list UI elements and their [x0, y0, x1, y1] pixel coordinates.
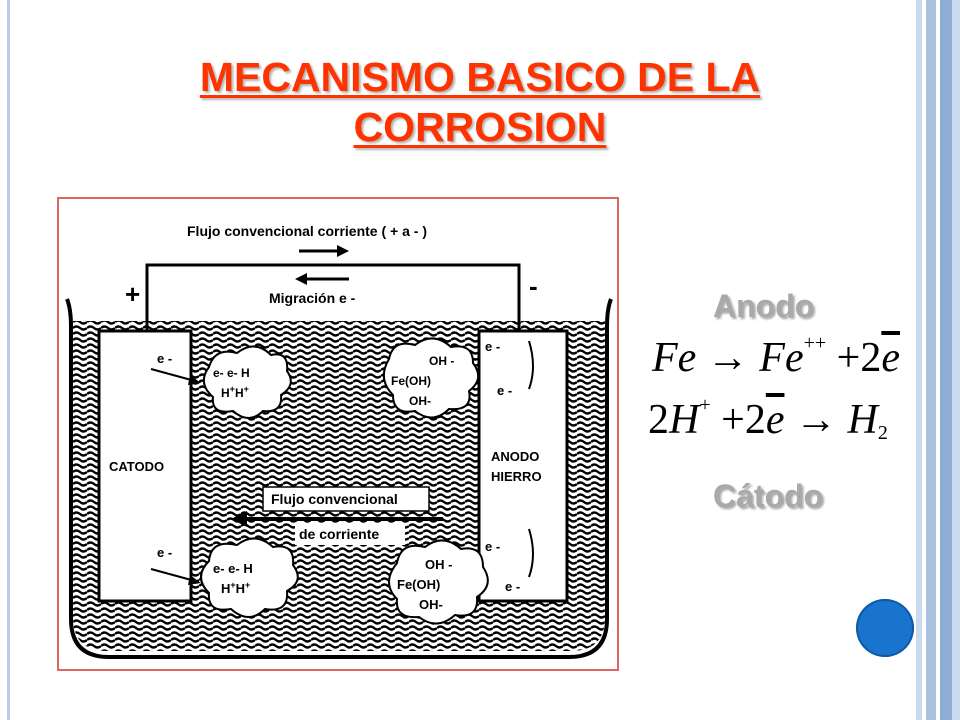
- cathode-cloud-bottom: [201, 538, 298, 617]
- electron-cathode-bottom: e -: [157, 545, 173, 560]
- cathode-cloud-top-text-1: e- e- H: [213, 366, 250, 380]
- cathode-cloud-top: [204, 346, 291, 418]
- eq2-h: H: [669, 397, 700, 443]
- cathode-label: CATODO: [109, 459, 165, 474]
- cathode-cloud-top-text-2: H+H+: [221, 384, 249, 400]
- anode-reaction-equation: [652, 332, 900, 382]
- slide-left-border: [0, 0, 10, 720]
- eq2-electron: $\overline{e}$: [765, 397, 785, 443]
- electron-anode-3: e -: [485, 539, 501, 554]
- electron-anode-2: e -: [497, 383, 513, 398]
- anode-heading: Anodo: [713, 288, 815, 324]
- electron-cathode-top: e -: [157, 351, 173, 366]
- cathode-cloud-bottom-text-1: e- e- H: [213, 561, 253, 576]
- anode-cloud-top-text-2: Fe(OH): [391, 374, 431, 388]
- cathode-reaction-equation: [648, 394, 888, 445]
- anode-cloud-top-text-3: OH-: [409, 394, 431, 408]
- eq2-subscript: 2: [877, 422, 888, 444]
- eq2-arrow: →: [794, 397, 837, 443]
- anode-electrode: [479, 331, 567, 601]
- eq1-plus: +: [836, 335, 861, 381]
- eq2-charge: +: [699, 394, 711, 416]
- eq2-plus: +: [721, 397, 745, 443]
- eq1-coef: 2: [860, 335, 882, 381]
- eq2-h2: H: [847, 397, 878, 443]
- electron-anode-1: e -: [485, 339, 501, 354]
- plus-sign: +: [125, 279, 141, 309]
- cathode-heading: Cátodo: [713, 478, 824, 514]
- eq1-arrow: →: [706, 335, 749, 381]
- eq1-fe-ion: Fe: [759, 335, 804, 381]
- eq1-charge: ++: [803, 332, 827, 354]
- electron-anode-4: e -: [505, 579, 521, 594]
- diagram-drawing: [59, 199, 619, 671]
- eq1-electron: $\overline{e}$: [881, 335, 900, 381]
- anode-label: ANODO: [491, 449, 540, 464]
- blue-circle-decoration: [856, 599, 914, 657]
- title-line-1: MECANISMO BASICO DE LA: [199, 54, 761, 100]
- eq2-coef2: 2: [744, 397, 766, 443]
- anode-cloud-bottom-text-2: Fe(OH): [397, 577, 441, 592]
- anode-cloud-bottom-text-1: OH -: [425, 557, 453, 572]
- anode-cloud-bottom-text-3: OH-: [419, 597, 443, 612]
- slide-title: [100, 52, 860, 152]
- flow-label-2: de corriente: [299, 526, 380, 542]
- cathode-cloud-bottom-text-2: H+H+: [221, 580, 251, 596]
- anode-label-hierro: HIERRO: [491, 469, 542, 484]
- top-flow-label: Flujo convencional corriente ( + a - ): [187, 223, 427, 239]
- slide-right-decoration: [916, 0, 960, 720]
- anode-cloud-top-text-1: OH -: [429, 354, 455, 368]
- minus-sign: -: [529, 271, 538, 301]
- top-flow-arrow-head: [337, 245, 349, 257]
- eq1-fe: Fe: [652, 335, 697, 381]
- title-line-2: CORROSION: [353, 104, 607, 150]
- flow-label-1: Flujo convencional: [271, 491, 398, 507]
- migration-arrow-head: [295, 273, 307, 285]
- corrosion-cell-diagram: [57, 197, 619, 671]
- migration-label: Migración e -: [269, 290, 356, 306]
- eq2-coef1: 2: [648, 397, 669, 443]
